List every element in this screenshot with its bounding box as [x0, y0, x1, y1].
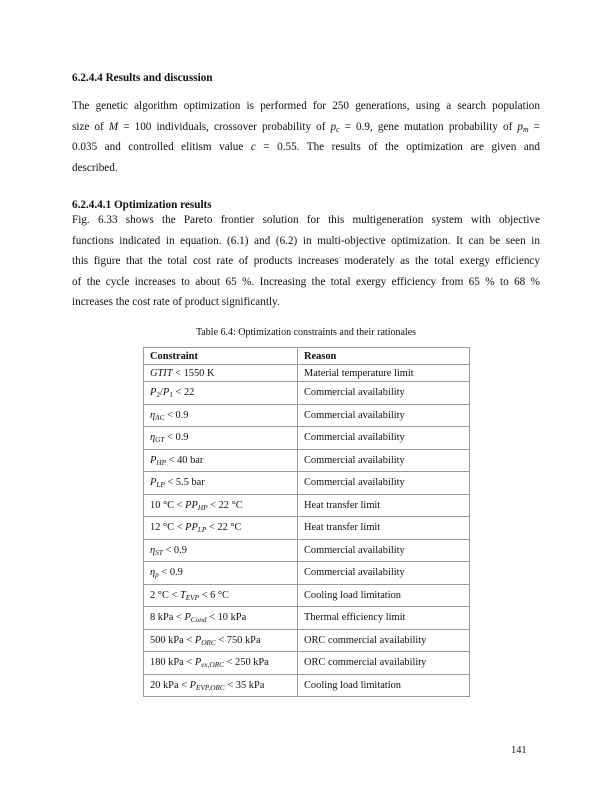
constraint-cell: $P_{LP} < 5.5$ bar: [144, 472, 298, 495]
page-number: 141: [511, 745, 527, 756]
reason-cell: Cooling load limitation: [298, 584, 470, 607]
table-row: [144, 562, 470, 585]
constraint-cell: 2 $^\circ C < T_{EVP} < 6$ °C: [144, 584, 298, 607]
constraint-cell: 20 kPa < $P_{EVP,ORC} < 35$ kPa: [144, 674, 298, 697]
constraint-cell: $\eta_{AC} < 0.9$: [144, 404, 298, 427]
paragraph-line: 0.035 and controlled elitism value c = 0.55. The results of the optimization are given and: [72, 141, 540, 154]
section-heading: 6.2.4.4 Results and discussion: [72, 72, 213, 84]
reason-cell: Material temperature limit: [298, 365, 470, 382]
reason-cell: Thermal efficiency limit: [298, 607, 470, 630]
reason-cell: Heat transfer limit: [298, 517, 470, 540]
subsection-paragraph: [72, 210, 540, 313]
constraint-cell: $\eta_{ST} < 0.9$: [144, 539, 298, 562]
table-caption: Table 6.4: Optimization constraints and their rationales: [195, 327, 417, 338]
constraint-cell: $P_2/P_1 < 22$: [144, 382, 298, 405]
table-row: [144, 365, 470, 382]
reason-cell: Commercial availability: [298, 449, 470, 472]
constraint-cell: 180 kPa < $P_{ex,ORC} < 250$ kPa: [144, 652, 298, 675]
reason-cell: Commercial availability: [298, 562, 470, 585]
reason-cell: Commercial availability: [298, 404, 470, 427]
constraint-cell: $\eta_p < 0.9$: [144, 562, 298, 585]
paragraph-line: of the cycle increases to about 65 %. Increasing the total exergy efficiency from 65 % to 68 %: [72, 275, 540, 288]
table-row: [144, 584, 470, 607]
paragraph-line: functions indicated in equation. (6.1) and (6.2) in multi-objective optimization. It can be seen in: [72, 234, 540, 247]
paragraph-line: Fig. 6.33 shows the Pareto frontier solution for this multigeneration system with objective: [72, 214, 540, 226]
paragraph-line: this figure that the total cost rate of products increases moderately as the total exergy efficiency: [72, 255, 540, 268]
reason-cell: Commercial availability: [298, 539, 470, 562]
paragraph-line: described.: [72, 161, 118, 174]
table-row: [144, 517, 470, 540]
table-row: [144, 607, 470, 630]
constraint-cell: 8 kPa < $P_{Cond} < 10$ kPa: [144, 607, 298, 630]
paragraph-line: size of M = 100 individuals, crossover probability of $p_c = 0.9$, gene mutation probability of $p_m$ =: [72, 120, 540, 134]
constraint-cell: $\eta_{GT} < 0.9$: [144, 427, 298, 450]
column-header-reason: Reason: [298, 348, 470, 365]
table-row: [144, 652, 470, 675]
constraint-cell: 10 $^\circ C < PP_{HP} < 22$ °C: [144, 494, 298, 517]
column-header-constraint: Constraint: [144, 348, 298, 365]
reason-cell: Heat transfer limit: [298, 494, 470, 517]
table-row: [144, 427, 470, 450]
constraint-cell: $P_{HP} < 40$ bar: [144, 449, 298, 472]
table-row: [144, 539, 470, 562]
constraints-table: [143, 347, 470, 697]
table-header-row: [144, 348, 470, 365]
table-row: [144, 494, 470, 517]
table-row: [144, 404, 470, 427]
table-row: [144, 629, 470, 652]
paragraph-line: increases the cost rate of product significantly.: [72, 296, 280, 309]
subsection-heading: 6.2.4.4.1 Optimization results: [72, 199, 212, 211]
constraint-cell: 12 $^\circ C < PP_{LP} < 22$ °C: [144, 517, 298, 540]
section-paragraph: [72, 96, 540, 178]
table-row: [144, 382, 470, 405]
reason-cell: ORC commercial availability: [298, 652, 470, 675]
reason-cell: ORC commercial availability: [298, 629, 470, 652]
reason-cell: Commercial availability: [298, 382, 470, 405]
table-row: [144, 472, 470, 495]
reason-cell: Commercial availability: [298, 427, 470, 450]
reason-cell: Cooling load limitation: [298, 674, 470, 697]
table-row: [144, 449, 470, 472]
constraint-cell: GTIT < 1550 K: [144, 365, 298, 382]
constraint-cell: 500 kPa < $P_{ORC} < 750$ kPa: [144, 629, 298, 652]
table-row: [144, 674, 470, 697]
reason-cell: Commercial availability: [298, 472, 470, 495]
paragraph-line: The genetic algorithm optimization is performed for 250 generations, using a search population: [72, 100, 540, 112]
